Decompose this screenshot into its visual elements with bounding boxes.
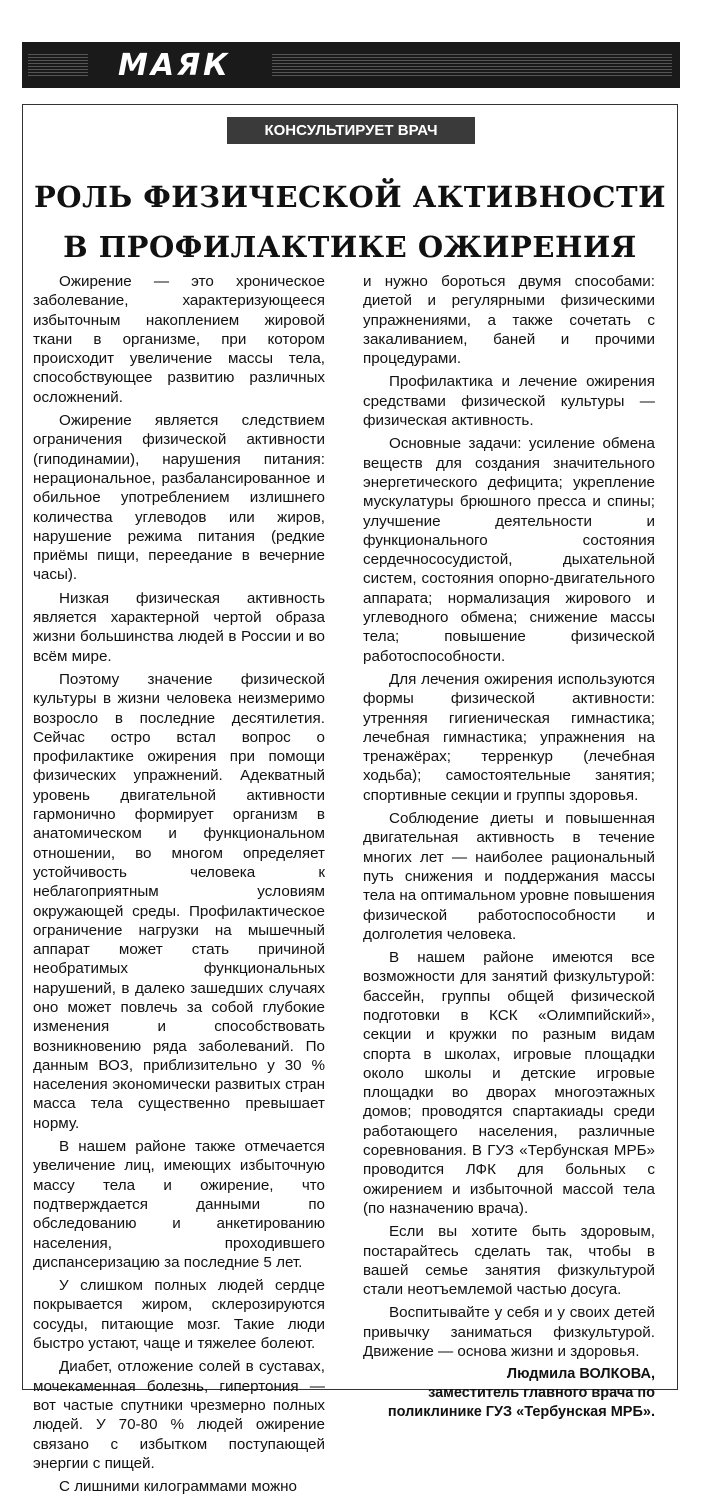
paragraph: Если вы хотите быть здоровым, постарайтесь сделать так, чтобы в вашей семье занятия физкультурой стали неотъемлемой частью досуга. [363, 1223, 655, 1299]
paragraph: Поэтому значение физической культуры в жизни человека неизмеримо возросло в последние десятилетия. Сейчас остро встал вопрос о профилактике ожирения при помощи физических упражнений. Адекватный уровень двигательной активности гармонично формирует организм в анатомическом и функциональном отношении, во многом определяет устойчивость человека к неблагоприятным условиям окружающей среды. Профилактическое ограничение нагрузки на мышечный аппарат может стать причиной необратимых функциональных нарушений, в далеко зашедших случаях оно может повлечь за собой глубокие изменения и способствовать возникновению ряда заболеваний. По данным ВОЗ, приблизительно у 30 % населения экономически развитых стран масса тела существенно превышает норму. [33, 670, 325, 1132]
paragraph: Основные задачи: усиление обмена веществ для создания значительного энергетического дефицита; укрепление мускулатуры брюшного пресса и спины; улучшение деятельности и функционального состояния сердечнососудистой, дыхательной систем, состояния опорно-двигательного аппарата; нормализация жирового и углеводного обмена; снижение массы тела; повышение физической работоспособности. [363, 435, 655, 665]
paragraph: В нашем районе имеются все возможности для занятий физкультурой: бассейн, группы общей физической подготовки в КСК «Олимпийский», секции и кружки по разным видам спорта в школах, игровые площадки около школы и детские игровые площадки во дворах многоэтажных домов; проводятся спартакиады среди работающего населения, различные соревнования. В ГУЗ «Тербунская МРБ» проводится ЛФК для больных с ожирением и избыточной массой тела (по назначению врача). [363, 949, 655, 1217]
masthead [22, 42, 680, 88]
author-position: заместитель главного врача по поликлинике ГУЗ «Тербунская МРБ». [387, 1385, 655, 1421]
article-column-left [33, 272, 325, 1500]
article-title [30, 172, 670, 272]
rubric-label: КОНСУЛЬТИРУЕТ ВРАЧ [227, 117, 475, 144]
paragraph: Ожирение — это хроническое заболевание, характеризующееся избыточным накоплением жировой ткани в организме, при котором происходит увеличение массы тела, способствующее развитию различных осложнений. [33, 273, 325, 406]
paragraph: и нужно бороться двумя способами: диетой и регулярными физическими упражнениями, а также сочетать с закаливанием, баней и прочими процедурами. [363, 273, 655, 368]
article-column-right [363, 272, 655, 1422]
paragraph: В нашем районе также отмечается увеличение лиц, имеющих избыточную массу тела и ожирение, что подтверждается данными по обследованию и анкетированию населения, проходившего диспансеризацию за последние 5 лет. [33, 1138, 325, 1271]
masthead-stripe [28, 52, 88, 78]
paragraph: Воспитывайте у себя и у своих детей привычку заниматься физкультурой. Движение — основа жизни и здоровья. [363, 1304, 655, 1361]
paragraph: Низкая физическая активность является характерной чертой образа жизни большинства людей в России и во всём мире. [33, 589, 325, 665]
paragraph: У слишком полных людей сердце покрывается жиром, склерозируются сосуды, питающие мозг. Такие люди быстро устают, чаще и тяжелее болеют. [33, 1277, 325, 1353]
masthead-stripe [272, 52, 672, 78]
author-name: Людмила ВОЛКОВА, [506, 1366, 655, 1383]
author-signature [363, 1365, 655, 1422]
paragraph: Соблюдение диеты и повышенная двигательная активность в течение многих лет — наиболее рациональный путь снижения и поддержания массы тела на оптимальном уровне повышения физической работоспособности и долголетия человека. [363, 810, 655, 943]
paragraph: С лишними килограммами можно [59, 1478, 297, 1496]
newspaper-logo: МАЯК [106, 48, 243, 83]
paragraph: Для лечения ожирения используются формы физической активности: утренняя гигиеническая гимнастика; лечебная гимнастика; упражнения на тренажёрах; терренкур (лечебная ходьба); самостоятельные занятия; спортивные секции и группы здоровья. [363, 670, 655, 804]
paragraph: Ожирение является следствием ограничения физической активности (гиподинамии), нарушения питания: нерациональное, разбалансированное и обильное употреблением излишнего количества углеводов или жиров, нарушение режима питания (редкие приёмы пищи, переедание в вечерние часы). [33, 412, 325, 584]
paragraph: Профилактика и лечение ожирения средствами физической культуры — физическая активность. [363, 373, 655, 430]
title-line: РОЛЬ ФИЗИЧЕСКОЙ АКТИВНОСТИ [34, 180, 666, 214]
paragraph: Диабет, отложение солей в суставах, мочекаменная болезнь, гипертония — вот частые спутники чрезмерно полных людей. У 70-80 % людей ожирение связано с избытком поступающей энергии с пищей. [33, 1358, 325, 1472]
title-line: В ПРОФИЛАКТИКЕ ОЖИРЕНИЯ [63, 230, 637, 264]
